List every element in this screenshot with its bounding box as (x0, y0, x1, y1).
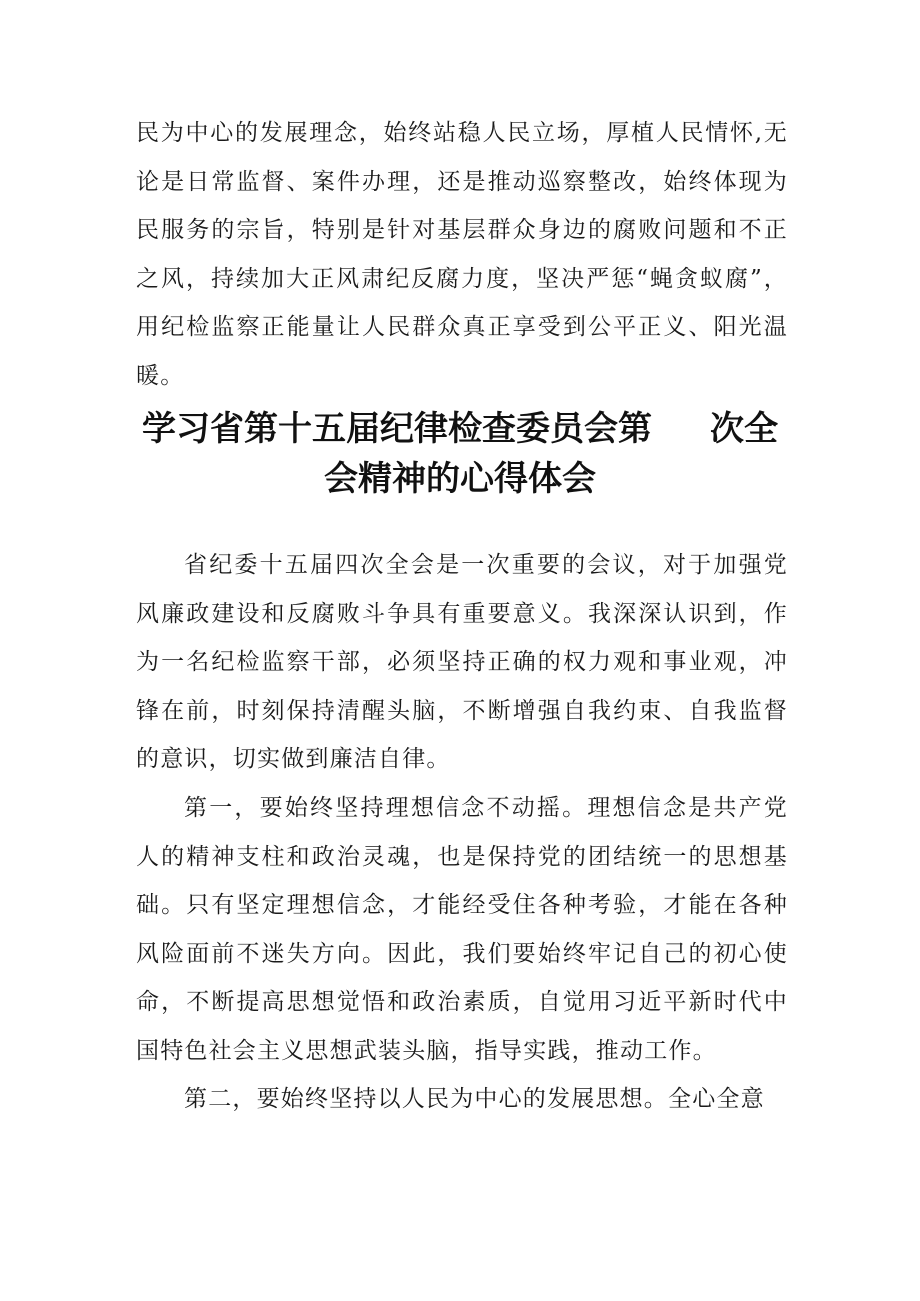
title-line-1-part-1: 学习省第十五届纪律检查委员会第 (142, 409, 652, 449)
body-paragraph-1: 省纪委十五届四次全会是一次重要的会议，对于加强党风廉政建设和反腐败斗争具有重要意义。我深深认识到，作为一名纪检监察干部，必须坚持正确的权力观和事业观，冲锋在前，时刻保持清醒头脑，不断增强自我约束、自我监督的意识，切实做到廉洁自律。 (136, 552, 788, 772)
title-line-2: 会精神的心得体会 (324, 459, 596, 499)
body-paragraph-3: 第二，要始终坚持以人民为中心的发展思想。全心全意 (184, 1086, 765, 1112)
title-line-1-part-2: 次全 (710, 409, 778, 449)
article-title (110, 404, 810, 504)
body-paragraph-2: 第一，要始终坚持理想信念不动摇。理想信念是共产党人的精神支柱和政治灵魂，也是保持党的团结统一的思想基础。只有坚定理想信念，才能经受住各种考验，才能在各种风险面前不迷失方向。因此，我们要始终牢记自己的初心使命，不断提高思想觉悟和政治素质，自觉用习近平新时代中国特色社会主义思想武装头脑，指导实践，推动工作。 (136, 795, 788, 1064)
title-line-1 (110, 404, 810, 454)
intro-paragraph: 民为中心的发展理念，始终站稳人民立场，厚植人民情怀,无论是日常监督、案件办理，还是推动巡察整改，始终体现为民服务的宗旨，特别是针对基层群众身边的腐败问题和不正之风，持续加大正风肃纪反腐力度，坚决严惩“蝇贪蚁腐”，用纪检监察正能量让人民群众真正享受到公平正义、阳光温暖。 (136, 120, 788, 389)
